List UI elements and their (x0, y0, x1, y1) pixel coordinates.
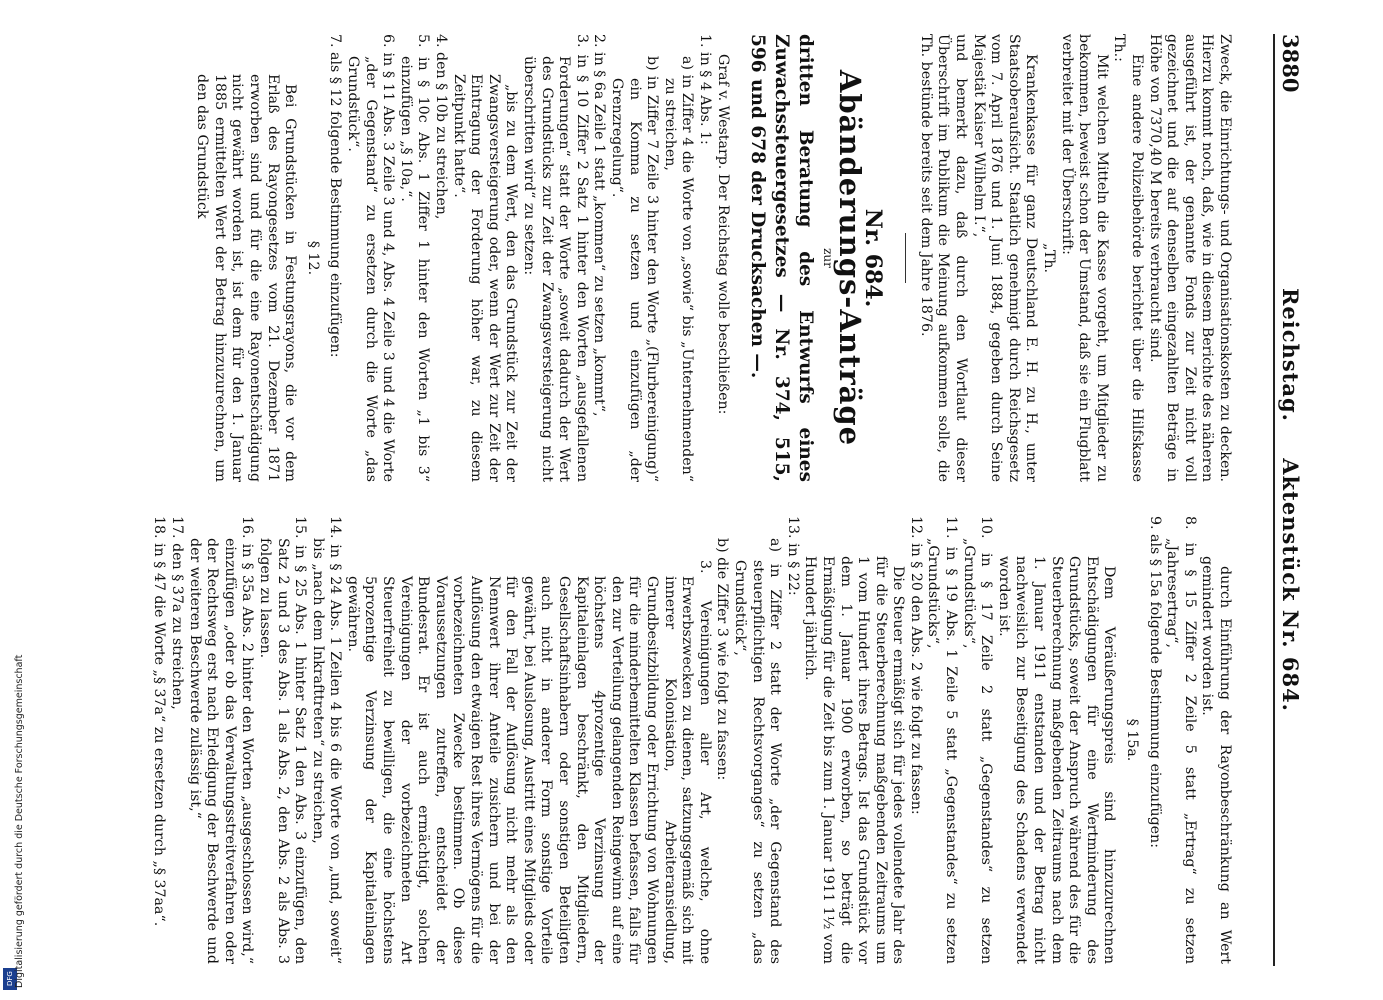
header-rule (1273, 34, 1275, 966)
quoted-heading: „Th. (1041, 243, 1058, 273)
amendment-item: 11. in § 19 Abs. 1 Zeile 5 statt „Gegenstandes“ zu setzen „Grundstücks“, (925, 516, 960, 964)
header-left-title: Reichstag. (1278, 287, 1303, 422)
left-column (193, 34, 1233, 482)
amendment-item: 8. in § 15 Ziffer 2 Zeile 5 statt „Ertrag“ zu setzen „Jahresertrag“, (1164, 516, 1198, 964)
amendment-item: 5. in § 10c Abs. 1 Ziffer 1 hinter den Worten „1 bis 3“ einzufügen „§ 10a,“. (397, 34, 432, 482)
digitization-footer (0, 0, 25, 1000)
amendment-subitem: b) in Ziffer 7 Zeile 3 hinter den Worte „(Flurbereinigung)“ ein Komma zu setzen und einzufügen „der Grenzregelung“. (608, 56, 661, 482)
intro-paragraph: Mit welchen Mitteln die Kasse vorgeht, um Mitglieder zu bekommen, beweist schon der Umstand, daß sie ein Flugblatt verbreitet mit der Überschrift: (1058, 34, 1110, 482)
amendment-item: 1. in § 4 Abs. 1: (696, 34, 713, 145)
document-subtitle: dritten Beratung des Entwurfs eines Zuwachssteuergesetzes — Nr. 374, 515, 596 und 678 der Drucksachen —. (746, 34, 816, 482)
amendment-subitem: a) in Ziffer 2 statt der Worte „der Gegenstand des steuerpflichtigen Rechtsvorganges“ zu setzen „das Grundstück“, (731, 538, 784, 964)
amendment-item: 4. den § 10b zu streichen, (433, 34, 450, 220)
paragraph-heading: § 12. (304, 240, 321, 276)
document-title: Abänderungs-Anträge (832, 69, 867, 447)
continued-text: durch Einführung der Rayonbeschränkung an Wert gemindert worden ist. (1199, 556, 1233, 964)
intro-paragraph: Krankenkasse für ganz Deutschland E. H. zu H., unter Staatsoberaufsicht. Staatlich genehmigt durch Reichsgesetz vom 7. April 1876 und 1. Juni 1884, gegeben durch Seine Majestät Kaiser Wilhelm I.“, (970, 34, 1040, 482)
document-number: Nr. 684. (860, 208, 887, 308)
header-right-title: Aktenstück Nr. 684. (1278, 458, 1303, 712)
amendment-quote: 3. Vereinigungen aller Art, welche, ohne Erwerbszwecken zu dienen, satzungsgemäß sich mit innerer Kolonisation, Arbeiteransiedlung, Grundbesitzbildung oder Errichtung von Wohnungen für die minderbemittelten Klassen befassen, falls für den zur Verteilung gelangenden Reingewinn auf eine höchstens 4prozentige Verzinsung der Kapitaleinlagen beschränkt, den Mitgliedern, Gesellschaftsinhabern oder sonstigen Beteiligten auch nicht in anderer Form sonstige Vorteile gewährt, bei Auslosung, Austritt eines Mitglieds oder für den Fall der Auflösung nicht mehr als den Nennwert ihrer Anteile zusichern und bei der Auflösung den etwaigen Rest ihres Vermögens für die vorbezeichneten Zwecke bestimmen. Ob diese Voraussetzungen zutreffen, entscheidet der Bundesrat. Er ist auch ermächtigt, solchen Vereinigungen der vorbezeichneten Art Steuerfreiheit zu bewilligen, die eine höchstens 5prozentige Verzinsung der Kapitaleinlagen gewähren. (344, 560, 713, 964)
amendment-subitem: b) die Ziffer 3 wie folgt zu fassen: (714, 538, 731, 781)
dfg-logo: DFG (3, 968, 17, 990)
paragraph-text: Bei Grundstücken in Festungsrayons, die vor dem Erlaß des Rayongesetzes vom 21. Dezember 1871 erworben sind und für die eine Rayonentschädigung nicht gewährt worden ist, ist dem für den 1. Januar 1885 ermittelten Wert der Betrag hinzuzurechnen, um den das Grundstück (194, 74, 299, 482)
amendment-item: 6. in § 11 Abs. 3 Zeile 3 und 4, Abs. 4 Zeile 3 und 4 die Worte „der Gegenstand“ zu ersetzen durch die Worte „das Grundstück“. (345, 34, 397, 482)
amendment-item: 12. in § 20 den Abs. 2 wie folgt zu fassen: (907, 516, 924, 815)
amendment-subitem: a) in Ziffer 4 die Worte von „sowie“ bis „Unternehmenden“ zu streichen, (661, 56, 696, 482)
amendment-item: 17. den § 37a zu streichen, (168, 516, 185, 710)
right-column (150, 516, 1233, 964)
document-zur: zur (821, 248, 836, 268)
amendment-item: 7. als § 12 folgende Bestimmung einzufügen: (327, 34, 344, 358)
amendment-item: 18. in § 47 die Worte „§ 37a“ zu ersetzen durch „§ 37aa“. (151, 516, 168, 927)
amendment-quote: „bis zu dem Wert, den das Grundstück zur Zeit der Zwangsversteigerung oder, wenn der Wert zur Zeit der Eintragung der Forderung höher war, zu diesem Zeitpunkt hatte“. (450, 74, 520, 482)
paragraph-heading: § 15a. (1124, 718, 1141, 762)
amendment-item: 2. in § 6a Zeile 1 statt „kommen“ zu setzen „kommt“, (591, 34, 608, 417)
amendment-item: 14. in § 24 Abs. 1 Zeilen 4 bis 6 die Worte von „und, soweit“ bis „nach dem Inkrafttreten“ zu streichen, (309, 516, 344, 964)
amendment-item: 16. in § 35a Abs. 2 hinter den Worten „ausgeschlossen wird,“ einzufügen „oder ob das Verwaltungsstreitverfahren oder der Rechtsweg erst nach Erledigung der Beschwerde und der weiteren Beschwerde zulässig ist,“ (186, 516, 256, 964)
amendment-item: 13. in § 22: (784, 516, 801, 596)
intro-paragraph: Zweck, die Einrichtungs- und Organisationskosten zu decken. Hierzu kommt noch, daß, wie in diesem Berichte des näheren ausgeführt ist, der genannte Fonds zur Zeit nicht voll gezeichnet und die auf denselben eingezahlten Beträge in Höhe von 7370,40 M bereits verbraucht sind. (1146, 34, 1233, 482)
intro-paragraph: Eine andere Polizeibehörde berichtet über die Hilfskasse Th.: (1111, 34, 1146, 482)
page-number: 3880 (1278, 34, 1303, 93)
amendment-item: 9. als § 15a folgende Bestimmung einzufügen: (1146, 516, 1163, 848)
amendment-item: 10. in § 17 Zeile 2 statt „Gegenstandes“ zu setzen „Grundstücks“, (960, 516, 995, 964)
amendment-item: 3. in § 10 Ziffer 2 Satz 1 hinter den Worten „ausgefallenen Forderungen“ statt der Worte „soweit dadurch der Wert des Grundstücks zur Zeit der Zwangsversteigerung nicht überschritten wird“ zu setzen: (521, 34, 590, 482)
section-divider (905, 233, 906, 283)
amendment-quote: Die Steuer ermäßigt sich für jedes vollendete Jahr des für die Steuerberechnung maßgebenden Zeitraums um 1 vom Hundert ihres Betrags. Ist das Grundstück vor dem 1. Januar 1900 erworben, so beträgt die Ermäßigung für die Zeit bis zum 1. Januar 1911 1½ vom Hundert jährlich. (802, 556, 907, 964)
amendment-item: 15. in § 25 Abs. 1 hinter Satz 1 den Abs. 3 einzufügen, den Satz 2 und 3 des Abs. 1 als Abs. 2, den Abs. 2 als Abs. 3 folgen zu lassen. (256, 516, 309, 964)
intro-paragraph: und bemerkt dazu, daß durch den Wortlaut dieser Überschrift im Publikum die Meinung aufkommen solle, die Th. bestünde bereits seit dem Jahre 1876. (917, 34, 970, 482)
motion-intro: Graf v. Westarp. Der Reichstag wolle beschließen: (714, 54, 731, 415)
paragraph-text: Dem Veräußerungspreis sind hinzuzurechnen Entschädigungen für eine Wertminderung des Grundstücks, soweit der Anspruch während des für die Steuerberechnung maßgebenden Zeitraums nach dem 1. Januar 1911 entstanden und der Betrag nicht nachweislich zur Beseitigung des Schadens verwendet worden ist. (995, 556, 1118, 964)
running-header (1277, 34, 1303, 966)
footer-text: Digitalisierung gefördert durch die Deutsche Forschungsgemeinschaft (14, 654, 25, 988)
